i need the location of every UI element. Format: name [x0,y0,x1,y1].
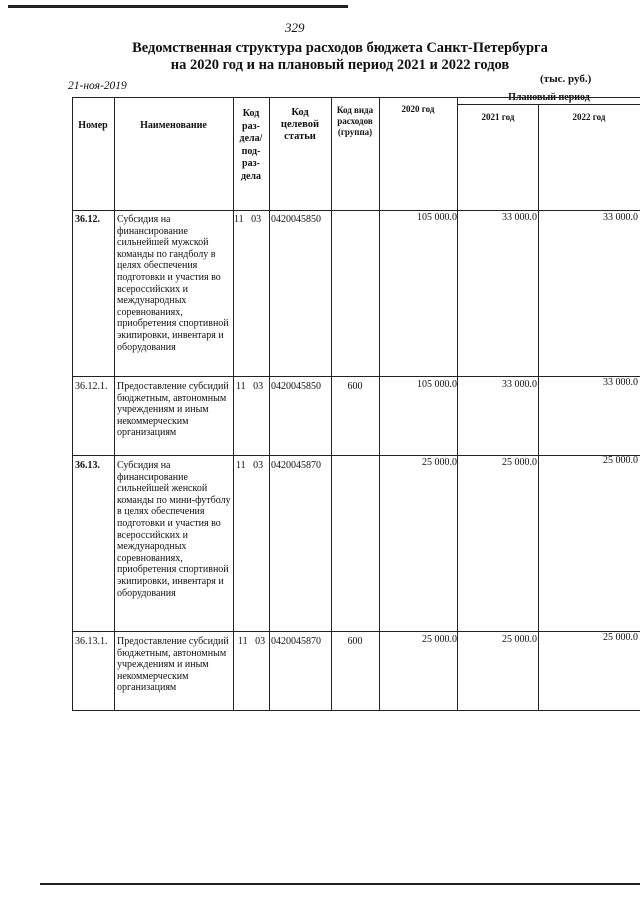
row-2022: 33 000.0 [603,377,638,388]
row-2020: 25 000.0 [422,634,457,645]
header-target: Код целевой статьи [280,107,320,142]
row-section: 11 03 [236,381,264,392]
header-planned-period: Плановый период [508,92,590,103]
row-expense: 600 [347,636,363,647]
title-line-1: Ведомственная структура расходов бюджета Санкт-Петербурга [132,40,548,56]
row-number: 36.12. [75,214,100,225]
row-section: 11 03 [234,214,262,225]
row-number: 36.12.1. [75,381,108,392]
page-title [60,40,620,74]
row-target: 0420045850 [271,381,321,392]
page-number: 329 [285,20,305,35]
row-name: Субсидия на финансирование сильнейшей женской команды по мини-футболу в целях обеспечения подготовки и участия во всероссийских и международных соревнованиях, приобретения спортивной экипировки, инвентаря и оборудования [117,460,231,599]
units-label: (тыс. руб.) [540,73,592,85]
row-number: 36.13. [75,460,100,471]
row-target: 0420045870 [271,636,321,647]
row-2020: 105 000.0 [417,379,457,390]
row-2020: 25 000.0 [422,457,457,468]
row-expense: 600 [347,381,363,392]
header-2022: 2022 год [572,112,606,122]
header-2020: 2020 год [401,104,435,114]
row-target: 0420045870 [271,460,321,471]
row-number: 36.13.1. [75,636,108,647]
row-2021: 25 000.0 [502,634,537,645]
row-section: 11 03 [238,636,266,647]
row-name: Предоставление субсидий бюджетным, автономным учреждениям и иным некоммерческим организациям [117,636,229,694]
document-date: 21-ноя-2019 [68,80,127,92]
row-target: 0420045850 [271,214,321,225]
row-2022: 25 000.0 [603,455,638,466]
header-2021: 2021 год [481,112,515,122]
row-name: Предоставление субсидий бюджетным, автономным учреждениям и иным некоммерческим организациям [117,381,229,439]
header-name: Наименование [140,120,207,131]
row-2021: 33 000.0 [502,379,537,390]
row-name: Субсидия на финансирование сильнейшей мужской команды по гандболу в целях обеспечения подготовки и участия во всероссийских и международных соревнованиях, приобретения спортивной экипировки, инвентаря и оборудования [117,214,229,353]
row-2022: 33 000.0 [603,212,638,223]
title-line-2: на 2020 год и на плановый период 2021 и 2022 годов [170,57,510,73]
row-2022: 25 000.0 [603,632,638,643]
row-section: 11 03 [236,460,264,471]
bottom-border [40,883,640,885]
header-section: Код раз- дела/ под- раз- дела [239,108,263,182]
header-expense: Код вида расходов (группа) [336,105,374,137]
row-2021: 33 000.0 [502,212,537,223]
top-border [8,5,348,8]
header-number: Номер [78,120,108,131]
row-2021: 25 000.0 [502,457,537,468]
row-2020: 105 000.0 [417,212,457,223]
